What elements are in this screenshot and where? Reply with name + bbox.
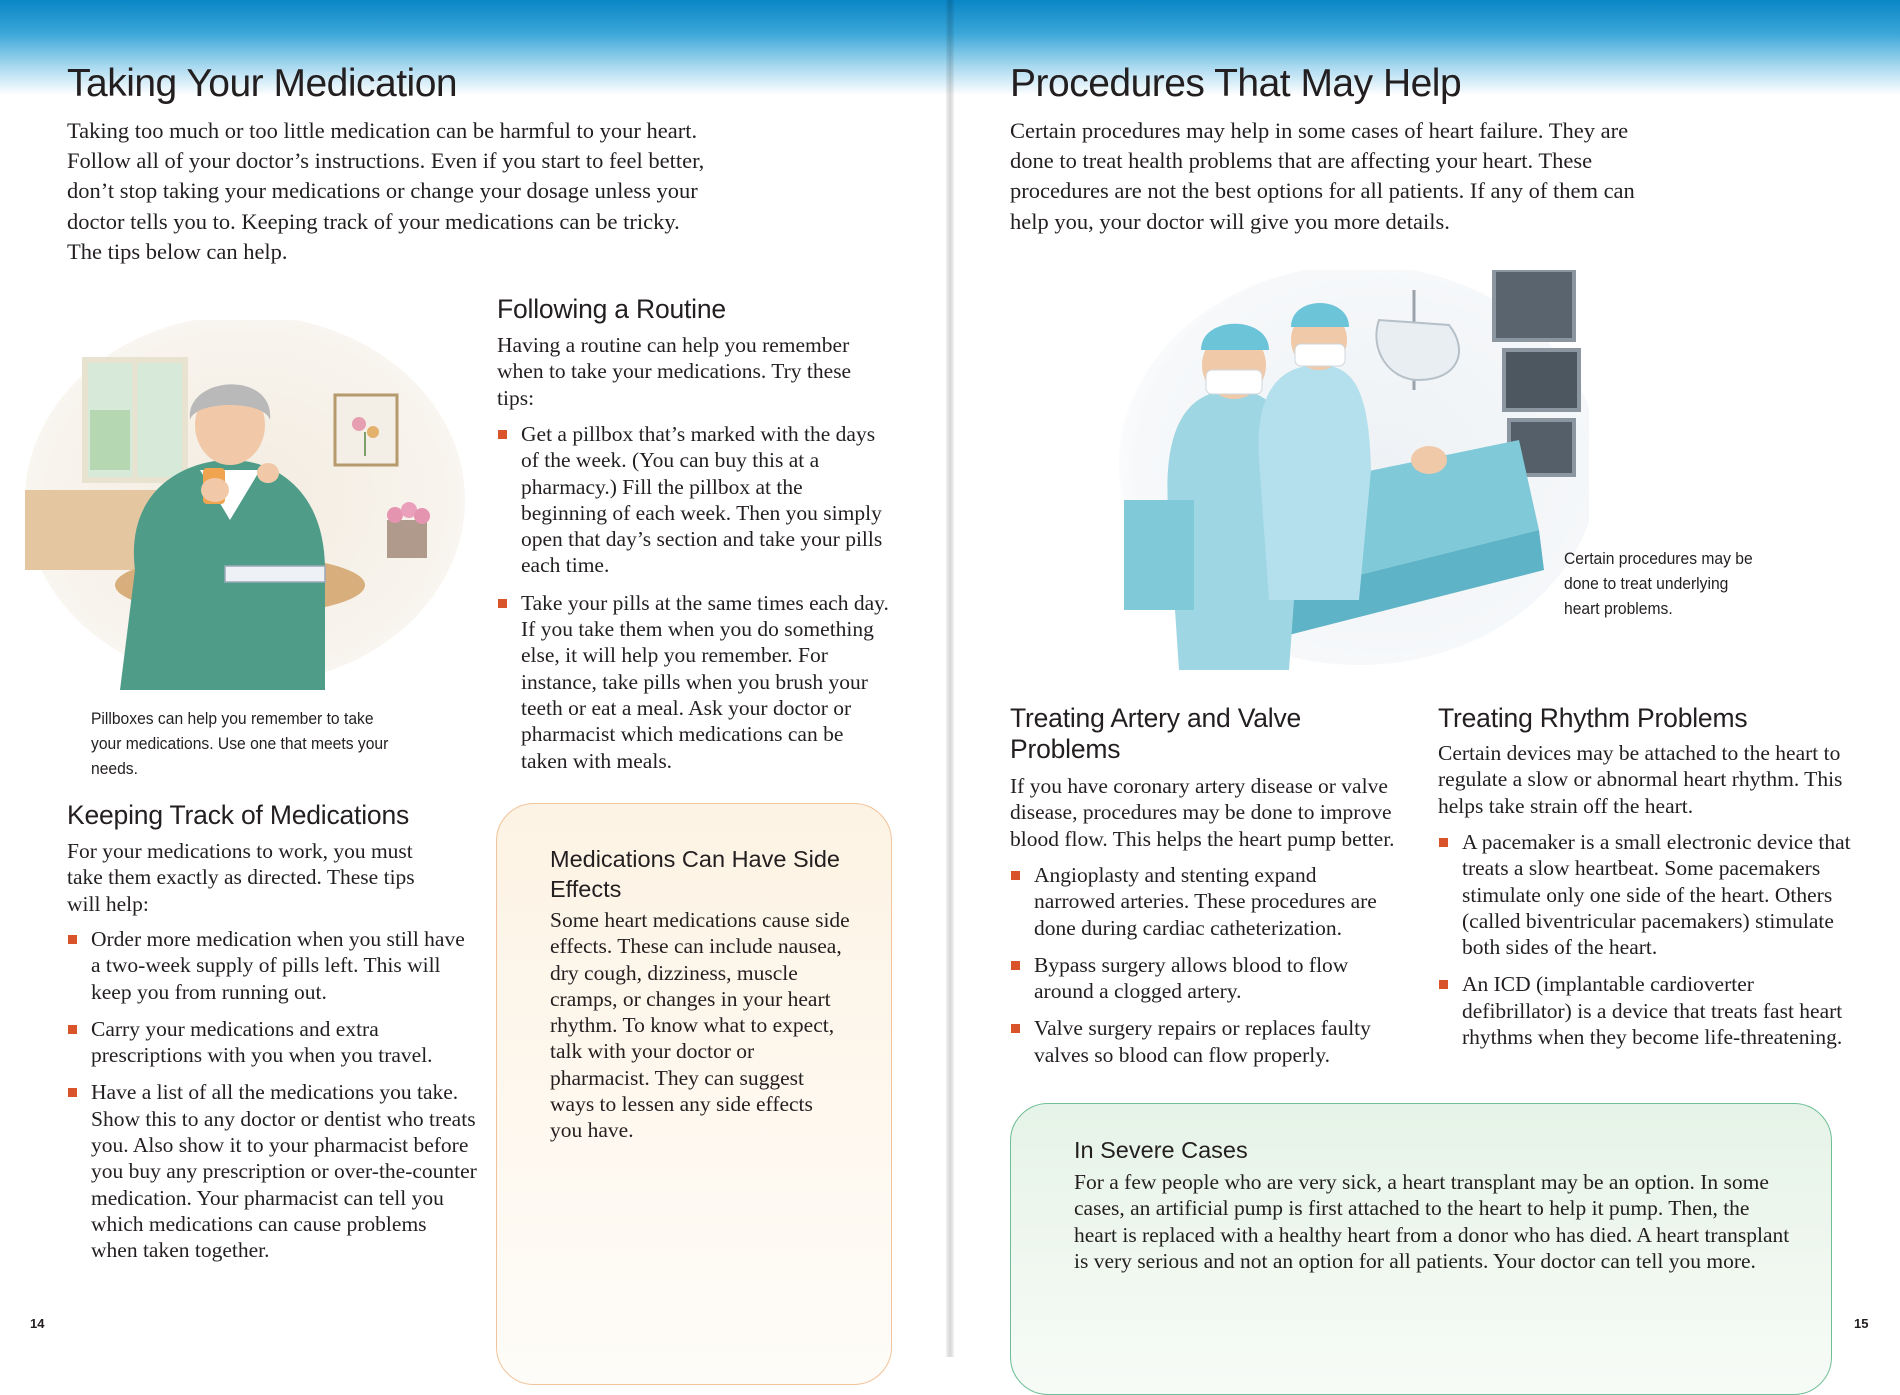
rhythm-body: Certain devices may be attached to the heart to regulate a slow or abnormal heart rhythm. This helps take strain off the heart. [1438,741,1843,818]
list-item: An ICD (implantable cardioverter defibrillator) is a device that treats fast heart rhythms when they become life-threatening. [1438,971,1863,1050]
bullet-square-icon [1011,961,1020,970]
illustration-caption: Pillboxes can help you remember to take your medications. Use one that meets your needs. [91,709,389,778]
artery-body: If you have coronary artery disease or valve disease, procedures may be done to improve blood flow. This helps the heart pump better. [1010,774,1395,851]
routine-heading: Following a Routine [497,294,726,324]
tracking-bullet-list [67,926,477,1275]
list-item: Angioplasty and stenting expand narrowed arteries. These procedures are done during cardiac catheterization. [1010,862,1395,941]
intro-paragraph: Certain procedures may help in some cases of heart failure. They are done to treat health problems that are affecting your heart. These procedures are not the best options for all patients. If any of them can help you, your doctor will give you more details. [1010,118,1635,234]
left-page [0,0,946,1357]
rhythm-heading: Treating Rhythm Problems [1438,703,1748,733]
list-item: Order more medication when you still have a two-week supply of pills left. This will keep you from running out. [67,926,477,1005]
procedure-room-illustration [1109,270,1589,670]
bullet-square-icon [68,935,77,944]
list-item: Get a pillbox that’s marked with the days of the week. (You can buy this at a pharmacy.) Fill the pillbox at the beginning of each week. Then you simply open that day’s section and take your pills each time. [497,421,892,579]
severe-cases-heading: In Severe Cases [1074,1137,1248,1163]
routine-bullet-list [497,421,892,785]
artery-heading: Treating Artery and Valve Problems [1010,703,1302,764]
list-item: Have a list of all the medications you take. Show this to any doctor or dentist who treats you. Also show it to your pharmacist before you buy any prescription or over-the-counter medication. Your pharmacist can tell you which medications can cause problems when taken together. [67,1079,477,1263]
illustration-caption: Certain procedures may be done to treat underlying heart problems. [1564,549,1753,618]
severe-cases-body: For a few people who are very sick, a heart transplant may be an option. In some cases, an artificial pump is first attached to the heart to help it pump. Then, the heart is replaced with a healthy heart from a donor who has died. A heart transplant is very serious and not an option for all patients. Your doctor can tell you more. [1074,1170,1790,1273]
list-item: Carry your medications and extra prescriptions with you when you travel. [67,1016,477,1069]
list-item: Valve surgery repairs or replaces faulty valves so blood can flow properly. [1010,1015,1395,1068]
bullet-square-icon [498,599,507,608]
tracking-body: For your medications to work, you must take them exactly as directed. These tips will help: [67,839,415,916]
list-item: Take your pills at the same times each day. If you take them when you do something else, it will help you remember. For instance, take pills when you brush your teeth or eat a meal. Ask your doctor or pharmacist which medications can be taken with meals. [497,590,892,774]
bullet-square-icon [68,1088,77,1097]
tracking-heading: Keeping Track of Medications [67,800,410,830]
page-title: Taking Your Medication [67,62,458,105]
bullet-square-icon [1011,1024,1020,1033]
page-spine [946,0,954,1357]
bullet-square-icon [1011,871,1020,880]
page-title: Procedures That May Help [1010,62,1462,105]
woman-pillbox-illustration [25,320,465,690]
bullet-square-icon [1439,980,1448,989]
side-effects-body: Some heart medications cause side effects. These can include nausea, dry cough, dizziness, muscle cramps, or changes in your heart rhythm. To know what to expect, talk with your doctor or pharmacist. They can suggest ways to lessen any side effects you have. [550,908,850,1143]
list-item: A pacemaker is a small electronic device that treats a slow heartbeat. Some pacemakers stimulate only one side of the heart. Others (called biventricular pacemakers) stimulate both sides of the heart. [1438,829,1863,960]
rhythm-bullet-list [1438,829,1863,1061]
bullet-square-icon [1439,838,1448,847]
page-number: 15 [1854,1316,1869,1331]
side-effects-heading: Medications Can Have Side Effects [550,846,840,902]
routine-body: Having a routine can help you remember when to take your medications. Try these tips: [497,333,852,410]
bullet-square-icon [498,430,507,439]
bullet-square-icon [68,1025,77,1034]
list-item: Bypass surgery allows blood to flow around a clogged artery. [1010,952,1395,1005]
intro-paragraph: Taking too much or too little medication can be harmful to your heart. Follow all of your doctor’s instructions. Even if you start to feel better, don’t stop taking your medications or change your dosage unless your doctor tells you to. Keeping track of your medications can be tricky. The tips below can help. [67,118,705,264]
page-number: 14 [30,1316,45,1331]
artery-bullet-list [1010,862,1395,1079]
